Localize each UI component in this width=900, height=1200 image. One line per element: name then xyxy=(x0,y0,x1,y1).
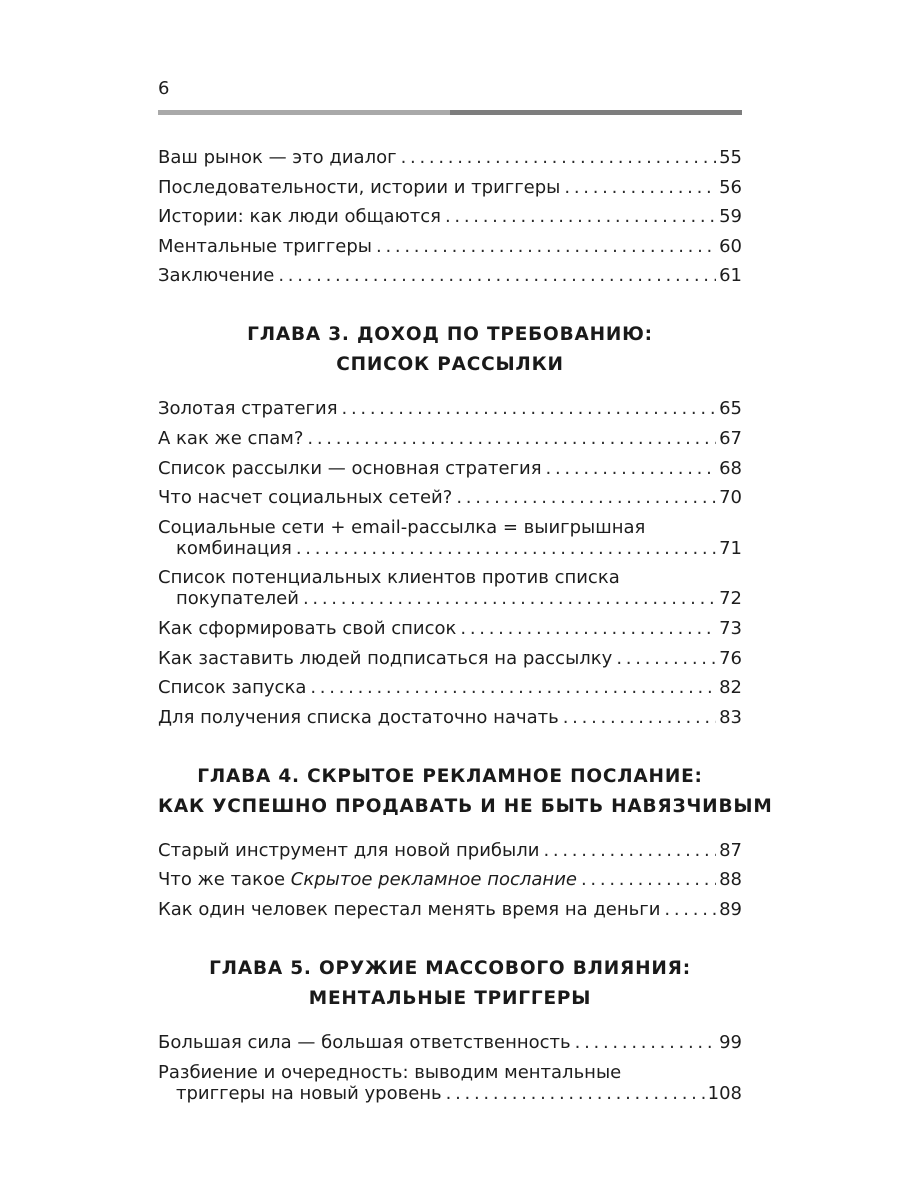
toc-entry-line xyxy=(158,840,742,861)
toc-entry-page: 65 xyxy=(719,398,742,420)
toc-entry-title-text: Последовательности, истории и триггеры xyxy=(158,176,561,198)
toc-entry xyxy=(158,677,742,698)
chapter-heading-line: МЕНТАЛЬНЫЕ ТРИГГЕРЫ xyxy=(308,987,592,1009)
toc-entry-title xyxy=(158,236,372,257)
toc-entry-title-text: Ментальные триггеры xyxy=(158,235,373,257)
toc-entry-title xyxy=(158,567,620,588)
toc-entry-title-text: Список рассылки — основная стратегия xyxy=(158,457,542,479)
toc-entry-title xyxy=(158,869,577,890)
toc-entry-title xyxy=(158,177,560,198)
toc-entry-title-text: Как один человек перестал менять время на деньги xyxy=(158,898,661,920)
book-page xyxy=(158,78,773,1104)
toc-entry-title xyxy=(158,428,303,449)
toc-entry-line xyxy=(158,177,742,198)
toc-entry-title-text: Как сформировать свой список xyxy=(158,617,457,639)
toc-entry-title xyxy=(158,458,542,479)
toc-entry-title xyxy=(158,206,441,227)
dot-leader xyxy=(401,147,717,168)
toc-entry-page: 71 xyxy=(719,537,742,559)
chapter-heading-line: ГЛАВА 5. ОРУЖИЕ МАССОВОГО ВЛИЯНИЯ: xyxy=(209,957,691,979)
chapter-heading xyxy=(158,762,773,822)
toc-entry-line xyxy=(158,398,742,419)
dot-leader xyxy=(310,677,716,698)
toc-section-list xyxy=(158,840,742,920)
toc-entry-title-text: Ваш рынок — это диалог xyxy=(158,147,397,168)
toc-entry-line xyxy=(158,588,742,609)
toc-entry-title-text: Социальные сети + email-рассылка = выигрышная xyxy=(158,516,646,538)
dot-leader xyxy=(446,1083,705,1104)
toc-entry xyxy=(158,487,742,508)
toc-entry xyxy=(158,648,742,669)
toc-entry-line xyxy=(158,236,742,257)
toc-entry-title xyxy=(158,487,452,508)
chapter-heading-line: ГЛАВА 3. ДОХОД ПО ТРЕБОВАНИЮ: xyxy=(247,324,653,346)
toc-entry-line xyxy=(158,677,742,698)
toc-entry-title xyxy=(158,707,559,728)
toc-entry-title xyxy=(158,517,645,538)
toc-entry-title-text: Список потенциальных клиентов против списка xyxy=(158,567,620,589)
dot-leader xyxy=(564,177,716,198)
dot-leader xyxy=(307,428,716,449)
toc-entry-title xyxy=(158,1032,571,1053)
toc-entry-page: 108 xyxy=(707,1082,742,1104)
toc-entry xyxy=(158,398,742,419)
toc-entry-line xyxy=(158,517,742,538)
toc-entry-title-text: Разбиение и очередность: выводим ментальные xyxy=(158,1061,622,1083)
toc-entry xyxy=(158,177,742,198)
chapter-heading-line: КАК УСПЕШНО ПРОДАВАТЬ И НЕ БЫТЬ НАВЯЗЧИВЫМ xyxy=(158,795,773,817)
toc-entry-line xyxy=(158,899,742,920)
toc-entry xyxy=(158,1032,742,1053)
toc-entry-title-text: Для получения списка достаточно начать xyxy=(158,706,559,728)
toc-section-list xyxy=(158,147,742,286)
dot-leader xyxy=(445,206,716,227)
toc-entry xyxy=(158,428,742,449)
toc-entry-page: 99 xyxy=(719,1031,742,1053)
toc-section-list xyxy=(158,398,742,727)
toc-entry-title xyxy=(176,538,292,559)
toc-entry-page: 89 xyxy=(719,898,742,920)
toc-entry-line xyxy=(158,206,742,227)
toc-section-list xyxy=(158,1032,742,1104)
toc-entry-line xyxy=(158,1062,742,1083)
toc-entry xyxy=(158,840,742,861)
toc-entry-page: 87 xyxy=(719,839,742,861)
toc-entry-title-text: комбинация xyxy=(176,537,292,559)
dot-leader xyxy=(278,265,716,286)
chapter-heading-line: ГЛАВА 4. СКРЫТОЕ РЕКЛАМНОЕ ПОСЛАНИЕ: xyxy=(197,765,703,787)
dot-leader xyxy=(543,840,716,861)
toc-entry-page: 82 xyxy=(719,677,742,699)
toc-entry-title-text: А как же спам? xyxy=(158,427,304,449)
dot-leader xyxy=(303,588,716,609)
toc-entry-title xyxy=(158,618,456,639)
toc-entry-line xyxy=(158,1083,742,1104)
toc-entry-title-text: Что же такое xyxy=(158,869,291,891)
toc-entry-title-text: Что насчет социальных сетей? xyxy=(158,487,453,509)
toc-entry-italic-title: Скрытое рекламное послание xyxy=(290,869,577,891)
toc-entry-title xyxy=(158,265,274,286)
toc-entry xyxy=(158,147,742,168)
toc-entry-page: 68 xyxy=(719,457,742,479)
dot-leader xyxy=(581,869,716,890)
page-number: 6 xyxy=(158,78,170,99)
toc-entry-line xyxy=(158,648,742,669)
toc-entry-line xyxy=(158,567,742,588)
dot-leader xyxy=(664,899,716,920)
toc-entry-title xyxy=(176,1083,442,1104)
dot-leader xyxy=(456,487,716,508)
toc-entry-title-text: Золотая стратегия xyxy=(158,398,338,420)
toc-entry-line xyxy=(158,458,742,479)
toc-entry xyxy=(158,206,742,227)
toc-entry xyxy=(158,236,742,257)
dot-leader xyxy=(546,458,717,479)
toc-entry-line xyxy=(158,538,742,559)
toc-entry-line xyxy=(158,869,742,890)
toc-entry xyxy=(158,618,742,639)
dot-leader xyxy=(376,236,716,257)
toc-entry-page: 61 xyxy=(719,265,742,287)
toc-entry-title xyxy=(158,840,539,861)
toc-entry xyxy=(158,869,742,890)
toc-entry-line xyxy=(158,1032,742,1053)
toc-entry-title-text: Как заставить людей подписаться на рассылку xyxy=(158,647,613,669)
toc-entry-page: 56 xyxy=(719,176,742,198)
toc-entry-title xyxy=(158,398,338,419)
toc-entry-page: 83 xyxy=(719,706,742,728)
toc-entry-line xyxy=(158,487,742,508)
toc-entry-page: 70 xyxy=(719,487,742,509)
toc-entry xyxy=(158,265,742,286)
toc-entry xyxy=(158,567,742,609)
toc-entry-line xyxy=(158,265,742,286)
toc-entry-page: 72 xyxy=(719,588,742,610)
dot-leader xyxy=(296,538,716,559)
toc-entry-title xyxy=(158,648,612,669)
toc-entry-title-text: Заключение xyxy=(158,265,275,287)
toc-entry-title-text: Старый инструмент для новой прибыли xyxy=(158,839,540,861)
dot-leader xyxy=(575,1032,716,1053)
toc-entry-title-text: Истории: как люди общаются xyxy=(158,206,441,228)
dot-leader xyxy=(460,618,716,639)
toc-entry-page: 88 xyxy=(719,869,742,891)
toc-entry-line xyxy=(158,428,742,449)
toc-entry-title-text: Список запуска xyxy=(158,677,307,699)
toc-entry-title xyxy=(158,1062,621,1083)
toc-entry-line xyxy=(158,707,742,728)
dot-leader xyxy=(342,398,717,419)
dot-leader xyxy=(563,707,716,728)
toc-entry-title-text: триггеры на новый уровень xyxy=(176,1082,442,1104)
toc-entry xyxy=(158,517,742,559)
toc-entry-page: 73 xyxy=(719,617,742,639)
toc-entry-title xyxy=(176,588,299,609)
toc-entry-title xyxy=(158,677,306,698)
dot-leader xyxy=(616,648,716,669)
toc-entry-title xyxy=(158,147,397,168)
toc-entry xyxy=(158,458,742,479)
toc-entry-line xyxy=(158,147,742,168)
chapter-heading xyxy=(158,954,742,1014)
toc-entry-page: 67 xyxy=(719,427,742,449)
toc-entry-page: 76 xyxy=(719,647,742,669)
toc-entry xyxy=(158,1062,742,1104)
chapter-heading-line: СПИСОК РАССЫЛКИ xyxy=(336,354,564,376)
toc-entry xyxy=(158,899,742,920)
toc-entry-title xyxy=(158,899,660,920)
table-of-contents xyxy=(158,147,773,1104)
chapter-heading xyxy=(158,320,742,380)
header-rule xyxy=(158,110,742,115)
toc-entry-page: 60 xyxy=(719,235,742,257)
toc-entry-title-text: покупателей xyxy=(176,588,299,610)
toc-entry-line xyxy=(158,618,742,639)
toc-entry xyxy=(158,707,742,728)
toc-entry-page: 59 xyxy=(719,206,742,228)
toc-entry-page: 55 xyxy=(719,147,742,168)
toc-entry-title-text: Большая сила — большая ответственность xyxy=(158,1031,571,1053)
